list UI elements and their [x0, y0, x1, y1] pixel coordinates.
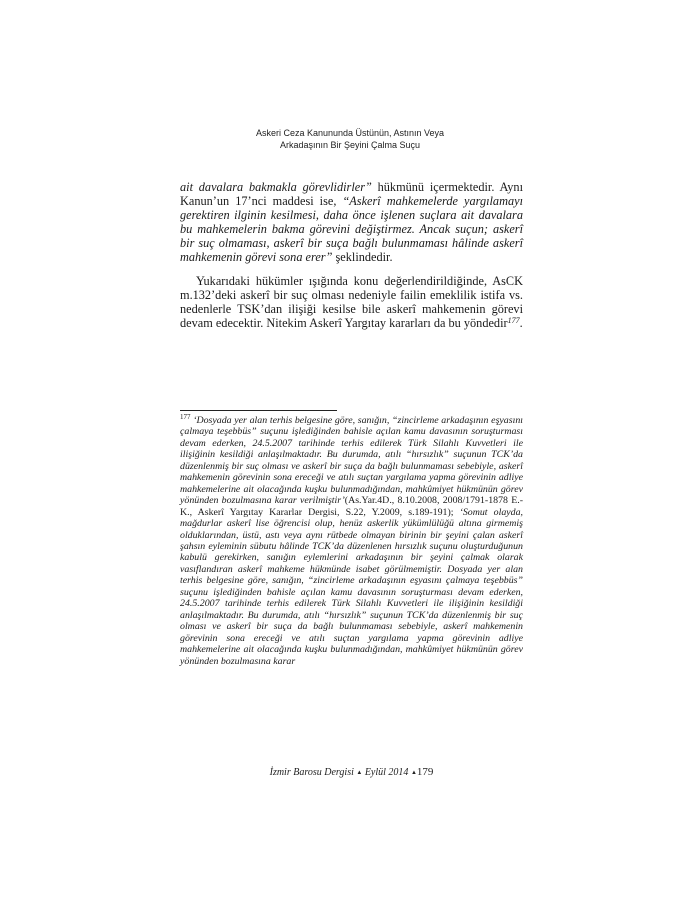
running-header — [180, 127, 520, 151]
footnote-divider — [180, 410, 337, 411]
header-title-line2: Arkadaşının Bir Şeyini Çalma Suçu — [279, 140, 421, 150]
footnote-reference[interactable]: 177 — [507, 315, 520, 325]
paragraph-2 — [180, 274, 523, 330]
issue-date: Eylül 2014 — [364, 767, 409, 778]
separator-triangle-icon: ▲ — [356, 770, 363, 776]
footnote-citation: (As.Yar.4D., 8.10.2008, 2008/1791-1878 E.-K., Askerî Yargıtay Kararlar Dergisi, S.22, Y.2009, s.189-191); — [180, 495, 523, 518]
separator-triangle-icon: ▲ — [410, 770, 417, 776]
footnote-number: 177 — [180, 413, 191, 421]
quote-part-a: ait davalara bakmakla görevlidirler” — [180, 180, 372, 194]
journal-name: İzmir Barosu Dergisi — [269, 767, 354, 778]
paragraph-2-end: . — [519, 315, 523, 330]
quote-part-c: “Askerî mahkemelerde yargılamayı gerektiren ilginin kesilmesi, daha önce işlenen suçlara ait davalara bu mahkemelerin bakma görevini değiştirmez. Ancak suçun; askerî bir suç olmaması, askerî bir suça bağlı bulunmaması hâlinde askerî mahkemenin görevi sona erer” — [180, 194, 523, 265]
paragraph-2-text: Yukarıdaki hükümler ışığında konu değerlendirildiğinde, AsCK m.132’deki askerî bir suç olması nedeniyle failin emeklilik istifa vs. nedenlerle TSK’dan ilişiği kesilse bile askerî mahkemenin görevi devam edecektir. Nitekim Askerî Yargıtay kararları da bu yöndedir — [180, 273, 523, 330]
page-number: 179 — [416, 766, 434, 778]
footnote-quote-2: ‘Somut olayda, mağdurlar askerî lise öğrencisi olup, henüz askerlik yükümlülüğü altına girmemiş olduklarından, üstü, astı veya aynı rütbede olmayan birinin bir şeyini çalan askerî şahsın eyleminin sübutu hâlinde TCK’da düzenlenen hırsızlık suçunu oluşturduğunun kabulü gerekirken, sanığın eylemlerini arkadaşının bir şeyini çalmak olarak vasıflandıran askerî mahkeme hükmünde isabet görülmemiştir. Dosyada yer alan terhis belgesine göre, sanığın, “zincirleme arkadaşının eşyasını çalmaya teşebbüs” suçunu işlediğinden bahisle açılan kamu davasının soruşturması devam ederken, 24.5.2007 tarihinde terhis edilerek Türk Silahlı Kuvvetleri ile ilişiğinin kesildiği anlaşılmaktadır. Bu durumda, atılı “hırsızlık” suçunun TCK’da düzenlenmiş bir suç olması ve askerî bir suça da bağlı bulunmaması sebebiyle, askerî mahkemenin görevinin sona ereceği ve atılı suçtan yargılama yapma görevinin adliye mahkemelerine ait olacağında kuşku bulunmadığından, mahkûmiyet hükmünün görev yönünden bozulmasına karar — [180, 506, 523, 667]
header-title-line1: Askeri Ceza Kanununda Üstünün, Astının Veya — [255, 128, 445, 138]
footnote-quote-1: ‘Dosyada yer alan terhis belgesine göre, sanığın, “zincirleme arkadaşının eşyasını çalmaya teşebbüs” suçunu işlediğinden bahisle açılan kamu davasının soruşturması devam ederken, 24.5.2007 tarihinde terhis edilerek Türk Silahlı Kuvvetleri ile ilişiğinin kesildiği anlaşılmaktadır. Bu durumda, atılı “hırsızlık” suçunun TCK’da düzenlenmiş bir suç olması ve askerî bir suça da bağlı bulunmaması sebebiyle, askerî mahkemenin görevinin sona ereceği ve atılı suçtan yargılama yapma görevinin adliye mahkemelerine ait olacağında kuşku bulunmadığından, mahkûmiyet hükmünün görev yönünden bozulmasına karar verilmiştir’ — [180, 415, 523, 507]
footnote-177 — [180, 415, 523, 667]
text-part-b: hükmünü içermektedir. Aynı Kanun’un 17’nci maddesi ise, — [180, 180, 524, 209]
paragraph-1 — [180, 180, 523, 265]
page-footer — [180, 766, 523, 778]
text-part-d: şeklindedir. — [332, 250, 393, 265]
main-body-text — [180, 180, 523, 339]
